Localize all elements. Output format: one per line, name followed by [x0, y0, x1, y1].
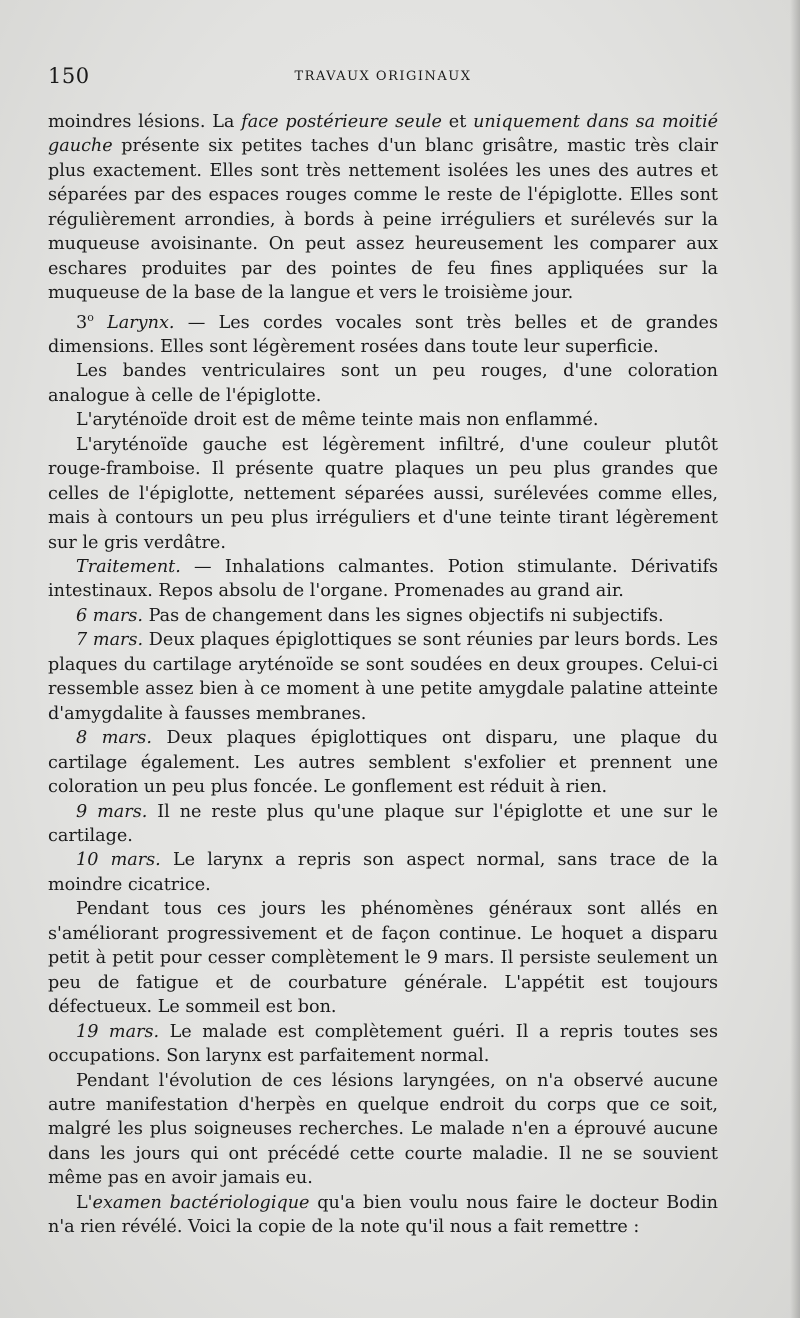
date-label: 8 mars.	[76, 728, 152, 749]
date-label: 10 mars.	[76, 850, 161, 871]
paragraph-date	[48, 800, 718, 849]
page-number: 150	[48, 64, 90, 88]
italic-run: uniquement dans sa moitié gauche	[48, 112, 719, 157]
paragraph: Pendant tous ces jours les phénomènes généraux sont allés en s'améliorant progressivement et de façon continue. Le hoquet a disparu petit à petit pour cesser complètement le 9 mars. Il persiste seulement un peu de fatigue et de courbature générale. L'appétit est toujours défectueux. Le sommeil est bon.	[48, 899, 718, 1018]
text-run: et	[441, 112, 474, 132]
text-run: — Les cordes vocales sont très belles et de grandes dimensions. Elles sont légèrement rosées dans toute leur superficie.	[48, 312, 718, 357]
text-run: Le larynx a repris son aspect normal, sans trace de la moindre cicatrice.	[48, 850, 718, 895]
text-run: Il ne reste plus qu'une plaque sur l'épiglotte et une sur le cartilage.	[48, 801, 718, 846]
paragraph-date	[48, 604, 718, 628]
paragraph-traitement	[48, 555, 718, 604]
date-label: 9 mars.	[76, 801, 148, 822]
body-text	[48, 110, 718, 1240]
paragraph	[48, 1191, 718, 1240]
text-run: Le malade est complètement guéri. Il a repris toutes ses occupations. Son larynx est parfaitement normal.	[48, 1021, 719, 1067]
date-label: 6 mars.	[76, 605, 143, 626]
text-run: présente six petites taches d'un blanc grisâtre, mastic très clair plus exactement. Elles sont très nettement isolées les unes des autres et séparées par des espaces rouges comme le reste de l'épiglotte. Elles sont régulièrement arrondies, à bords à peine irréguliers et surélevés sur la muqueuse avoisinante. On peut assez heureusement les comparer aux eschares produites par des pointes de feu fines appliquées sur la muqueuse de la base de la langue et vers le troisième jour.	[48, 136, 718, 304]
text-run: qu'a bien voulu nous faire le docteur Bodin n'a rien révélé. Voici la copie de la note qu'il nous a fait remettre :	[48, 1192, 718, 1238]
section-heading-traitement: Traitement.	[76, 557, 181, 578]
text-run: Pas de changement dans les signes objectifs ni subjectifs.	[143, 605, 664, 626]
paragraph: L'aryténoïde droit est de même teinte mais non enflammé.	[76, 410, 599, 431]
page-edge-shadow	[790, 0, 800, 1318]
paragraph: L'aryténoïde gauche est légèrement infiltré, d'une couleur plutôt rouge-framboise. Il présente quatre plaques un peu plus grandes que celles de l'épiglotte, nettement séparées aussi, surélevées comme elles, mais à contours un peu plus irréguliers et d'une teinte tirant légèrement sur le gris verdâtre.	[48, 434, 718, 553]
text-run: L'	[76, 1192, 93, 1213]
date-label: 7 mars.	[76, 630, 144, 651]
running-head: TRAVAUX ORIGINAUX	[294, 69, 472, 84]
page-header	[48, 64, 718, 92]
paragraph-date	[48, 628, 718, 726]
paragraph-date	[48, 1020, 718, 1069]
text-run: Deux plaques épiglottiques se sont réunies par leurs bords. Les plaques du cartilage aryténoïde se sont soudées en deux groupes. Celui-ci ressemble assez bien à ce moment à une petite amygdale palatine atteinte d'amygdalite à fausses membranes.	[48, 630, 718, 724]
paragraph	[48, 110, 718, 306]
italic-run: examen bactériologique	[92, 1192, 310, 1213]
italic-run: face postérieure seule	[241, 112, 442, 132]
paragraph-larynx	[48, 306, 718, 360]
text-run: 3	[76, 312, 88, 333]
paragraph: Les bandes ventriculaires sont un peu rouges, d'une coloration analogue à celle de l'épiglotte.	[48, 361, 718, 406]
text-run: — Inhalations calmantes. Potion stimulante. Dérivatifs intestinaux. Repos absolu de l'organe. Promenades au grand air.	[48, 557, 718, 602]
superscript: o	[87, 310, 94, 324]
text-run: Deux plaques épiglottiques ont disparu, une plaque du cartilage également. Les autres semblent s'exfolier et prennent une coloration un peu plus foncée. Le gonflement est réduit à rien.	[48, 728, 718, 798]
paragraph: Pendant l'évolution de ces lésions laryngées, on n'a observé aucune autre manifestation d'herpès en quelque endroit du corps que ce soit, malgré les plus soigneuses recherches. Le malade n'en a éprouvé aucune dans les jours qui ont précédé cette courte maladie. Il ne se souvient même pas en avoir jamais eu.	[48, 1070, 718, 1189]
date-label: 19 mars.	[76, 1021, 160, 1042]
paragraph-date	[48, 726, 718, 799]
text-run: moindres lésions. La	[48, 112, 242, 132]
paragraph-date	[48, 848, 718, 897]
section-heading-larynx: Larynx.	[93, 312, 175, 333]
